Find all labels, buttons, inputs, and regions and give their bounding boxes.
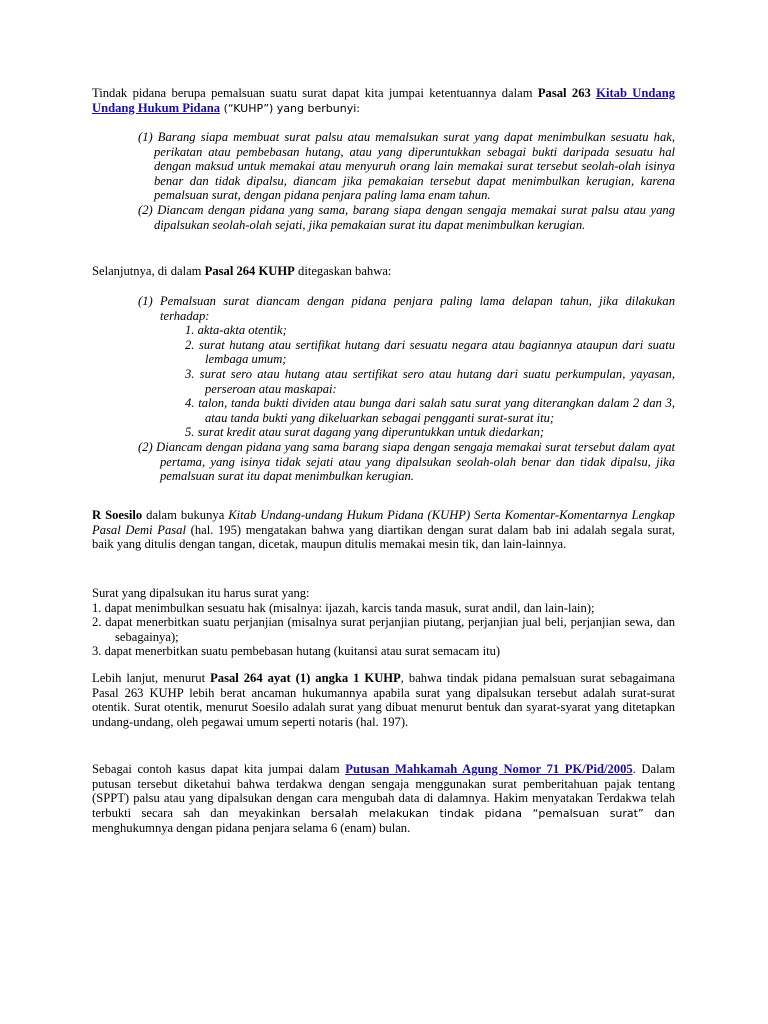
pasal-264-intro bbox=[92, 264, 675, 279]
soesilo-paragraph bbox=[92, 508, 675, 552]
intro-text: Tindak pidana berupa pemalsuan suatu surat dapat kita jumpai ketentuannya dalam bbox=[92, 86, 538, 100]
sublist-item: 2. surat hutang atau sertifikat hutang dari sesuatu negara atau bagiannya ataupun dari suatu lembaga umum; bbox=[185, 337, 675, 367]
pasal-264-item-1: (1) Pemalsuan surat diancam dengan pidana penjara paling lama delapan tahun, jika dilakukan terhadap: bbox=[138, 294, 675, 323]
sublist-item: 4. talon, tanda bukti dividen atau bunga dari salah satu surat yang diterangkan dalam 2 dan 3, atau tanda bukti yang dikeluarkan sebagai pengganti surat-surat itu; bbox=[185, 396, 675, 425]
intro-text-end: (“KUHP”) yang berbunyi: bbox=[220, 101, 360, 115]
requirement-item: 2. dapat menerbitkan suatu perjanjian (misalnya surat perjanjian piutang, perjanjian jual beli, perjanjian sewa, dan sebagainya); bbox=[92, 615, 675, 644]
requirements-block bbox=[92, 586, 675, 659]
soesilo-text: dalam bukunya bbox=[142, 508, 229, 522]
requirements-intro: Surat yang dipalsukan itu harus surat yang: bbox=[92, 586, 310, 600]
soesilo-text-end: (hal. 195) mengatakan bahwa yang diartikan dengan surat dalam bab ini adalah segala surat, baik yang ditulis dengan tangan, dicetak, maupun ditulis memakai mesin tik, dan lain-lainnya. bbox=[92, 522, 675, 552]
pasal-264-item-2: (2) Diancam dengan pidana yang sama barang siapa dengan sengaja memakai surat tersebut dalam ayat pertama, yang isinya tidak sejati atau yang dipalsukan seolah-olah benar dan tidak dipalsu, jika pemalsuan surat itu dapat menimbulkan kerugian. bbox=[138, 439, 675, 484]
sublist-item: 1. akta-akta otentik; bbox=[185, 323, 287, 338]
pasal-264-intro-text: Selanjutnya, di dalam bbox=[92, 264, 205, 278]
book-title: Kitab Undang-undang Hukum Pidana (KUHP) Serta Komentar-Komentarnya Lengkap Pasal Demi Pasal bbox=[92, 508, 675, 537]
case-text: Sebagai contoh kasus dapat kita jumpai dalam bbox=[92, 762, 346, 776]
case-text-mid: . Dalam putusan tersebut diketahui bahwa terdakwa dengan sengaja menggunakan surat pemberitahuan pajak tentang (SPPT) palsu atau yang dipalsukan dengan cara mengubah data di dalamnya. Hakim menyatakan Terdakwa telah terbukti secara sah dan meyakinkan bbox=[92, 762, 675, 820]
putusan-ma-link[interactable]: Putusan Mahkamah Agung Nomor 71 PK/Pid/2005 bbox=[345, 762, 633, 776]
sublist-item: 5. surat kredit atau surat dagang yang diperuntukkan untuk diedarkan; bbox=[185, 425, 545, 440]
otentik-text-end: , bahwa tindak pidana pemalsuan surat sebagaimana Pasal 263 KUHP lebih berat ancaman hukumannya apabila surat yang dipalsukan tersebut adalah surat-surat otentik. Surat otentik, menurut Soesilo adalah surat yang dibuat menurut bentuk dan syarat-syarat yang ditetapkan undang-undang, oleh pegawai umum seperti notaris (hal. 197). bbox=[92, 671, 676, 729]
otentik-paragraph bbox=[92, 671, 675, 729]
requirement-item: 3. dapat menerbitkan suatu pembebasan hutang (kuitansi atau surat semacam itu) bbox=[92, 644, 501, 659]
pasal-264-sublist bbox=[185, 323, 675, 440]
pasal-263-quote bbox=[138, 130, 675, 232]
case-text-end: menghukumnya dengan pidana penjara selama 6 (enam) bulan. bbox=[92, 821, 411, 836]
author-name: R Soesilo bbox=[92, 508, 143, 522]
pasal-264-ayat-ref: Pasal 264 ayat (1) angka 1 KUHP bbox=[210, 671, 401, 685]
case-paragraph bbox=[92, 762, 675, 836]
pasal-264-intro-end: ditegaskan bahwa: bbox=[294, 264, 392, 278]
pasal-263-ref: Pasal 263 bbox=[537, 86, 591, 100]
case-text-sans: bersalah melakukan tindak pidana “pemalsuan surat” dan bbox=[310, 806, 675, 820]
kuhp-link[interactable]: Kitab Undang Undang Hukum Pidana bbox=[92, 86, 675, 115]
pasal-264-quote bbox=[138, 294, 675, 484]
pasal-264-ref: Pasal 264 KUHP bbox=[204, 264, 295, 278]
otentik-text: Lebih lanjut, menurut bbox=[92, 671, 211, 685]
intro-paragraph bbox=[92, 86, 675, 116]
requirement-item: 1. dapat menimbulkan sesuatu hak (misalnya: ijazah, karcis tanda masuk, surat andil, dan lain-lain); bbox=[92, 600, 595, 615]
pasal-263-item-2: (2) Diancam dengan pidana yang sama, barang siapa dengan sengaja memakai surat palsu atau yang dipalsukan seolah-olah sejati, jika pemakaian surat itu dapat menimbulkan kerugian. bbox=[138, 202, 675, 232]
sublist-item: 3. surat sero atau hutang atau sertifikat sero atau hutang dari suatu perkumpulan, yayasan, perseroan atau maskapai: bbox=[185, 366, 675, 396]
pasal-263-item-1: (1) Barang siapa membuat surat palsu atau memalsukan surat yang dapat menimbulkan sesuatu hak, perikatan atau pembebasan hutang, atau yang diperuntukkan sebagai bukti daripada sesuatu hal dengan maksud untuk memakai atau menyuruh orang lain memakai surat tersebut seolah-olah isinya benar dan tidak dipalsu, diancam jika pemakaian tersebut dapat menimbulkan kerugian, karena pemalsuan surat, dengan pidana penjara paling lama enam tahun. bbox=[138, 130, 675, 203]
